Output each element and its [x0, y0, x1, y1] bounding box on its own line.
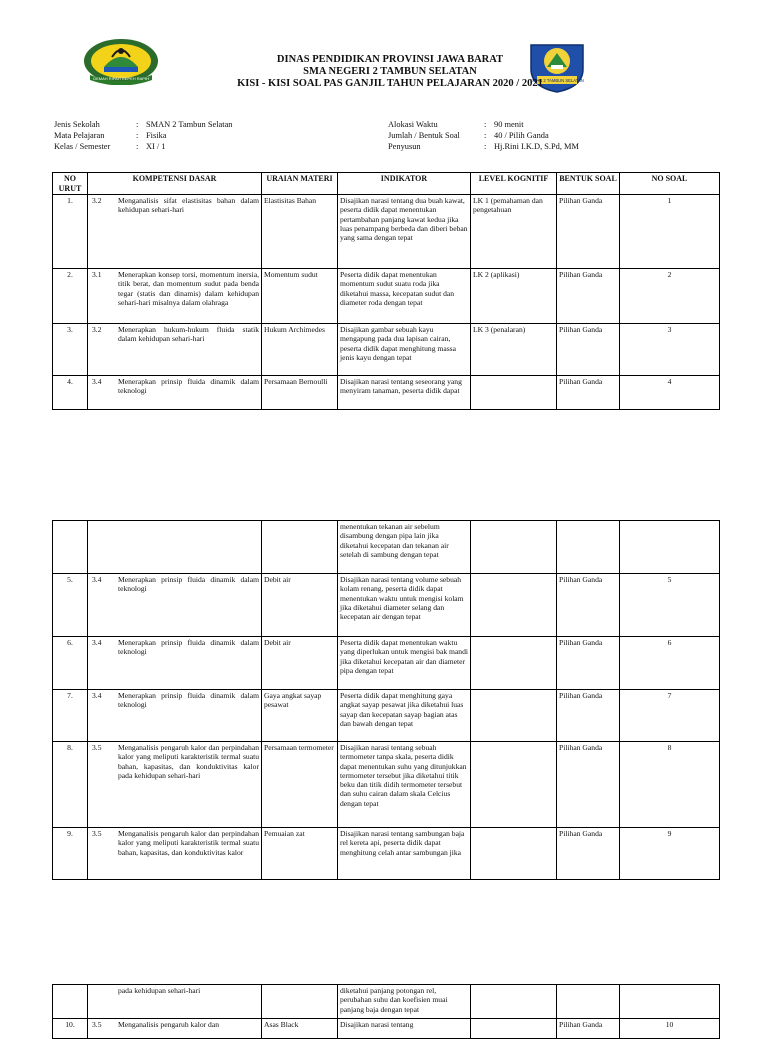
cell-kd: [88, 690, 262, 742]
table-header-row: [53, 173, 720, 195]
cell-kd: [88, 324, 262, 376]
cell-materi: Elastisitas Bahan: [262, 195, 338, 269]
table-row: [53, 376, 720, 410]
cell-materi: Momentum sudut: [262, 269, 338, 324]
cell-nosoal: 5: [620, 574, 720, 637]
cell-indikator: Disajikan narasi tentang seseorang yang menyiram tanaman, peserta didik dapat: [338, 376, 471, 410]
cell-level: LK 2 (aplikasi): [471, 269, 557, 324]
cell-bentuk: [557, 521, 620, 574]
cell-kd: [88, 574, 262, 637]
info-key: Alokasi Waktu: [388, 120, 438, 129]
info-value: Fisika: [146, 131, 167, 140]
cell-materi: Debit air: [262, 637, 338, 690]
info-value: 40 / Pilih Ganda: [494, 131, 549, 140]
cell-nosoal: 6: [620, 637, 720, 690]
table-row: [53, 269, 720, 324]
kd-number: 3.5: [92, 1020, 102, 1029]
cell-level: [471, 742, 557, 828]
cell-no: 4.: [53, 376, 88, 410]
info-row-subject: [54, 130, 233, 141]
cell-level: [471, 574, 557, 637]
cell-level: [471, 985, 557, 1019]
cell-kd: [88, 195, 262, 269]
table-row: [53, 637, 720, 690]
kd-number: 3.5: [92, 829, 102, 838]
cell-no: [53, 521, 88, 574]
cell-materi: Debit air: [262, 574, 338, 637]
info-value: Hj.Rini I.K.D, S.Pd, MM: [494, 142, 579, 151]
cell-level: [471, 828, 557, 880]
kd-number: 3.1: [92, 270, 102, 279]
cell-nosoal: 10: [620, 1019, 720, 1039]
cell-bentuk: Pilihan Ganda: [557, 195, 620, 269]
cell-no: 7.: [53, 690, 88, 742]
kd-text: Menerapkan prinsip fluida dinamik dalam teknologi: [118, 377, 259, 396]
kd-text: Menerapkan prinsip fluida dinamik dalam teknologi: [118, 575, 259, 594]
grid-table-page-2: [52, 520, 720, 880]
jawa-barat-emblem-logo: [82, 37, 160, 85]
kd-number: 3.2: [92, 325, 102, 334]
cell-indikator: Disajikan narasi tentang volume sebuah kolam renang, peserta didik dapat menentukan waktu untuk mengisi kolam jika diketahui diameter selang dan kecepatan air dengan tepat: [338, 574, 471, 637]
cell-indikator: menentukan tekanan air sebelum disambung dengan pipa lain jika diketahui kecepatan dan tekanan air setelah di sambung dengan tepat: [338, 521, 471, 574]
col-header-nosoal: NO SOAL: [620, 173, 720, 195]
cell-nosoal: [620, 985, 720, 1019]
col-header-indikator: INDIKATOR: [338, 173, 471, 195]
cell-bentuk: Pilihan Ganda: [557, 574, 620, 637]
cell-kd: [88, 637, 262, 690]
cell-no: 2.: [53, 269, 88, 324]
logo-left-motto: GEMAH RIPAH REPEH RAPIH: [93, 76, 149, 81]
header-agency: DINAS PENDIDIKAN PROVINSI JAWA BARAT: [276, 54, 504, 65]
cell-indikator: Peserta didik dapat menentukan waktu yang diperlukan untuk mengisi bak mandi jika diketahui kecepatan air dan diameter pipa dengan tepat: [338, 637, 471, 690]
cell-level: [471, 637, 557, 690]
info-colon: :: [136, 142, 139, 151]
info-row-time-allocation: [388, 119, 579, 130]
table-row: [53, 195, 720, 269]
info-left-block: [54, 119, 233, 152]
cell-nosoal: 1: [620, 195, 720, 269]
col-header-materi: URAIAN MATERI: [262, 173, 338, 195]
cell-kd: [88, 269, 262, 324]
kd-number: 3.4: [92, 638, 102, 647]
cell-materi: [262, 985, 338, 1019]
col-header-kd: KOMPETENSI DASAR: [88, 173, 262, 195]
cell-materi: [262, 521, 338, 574]
kd-text: pada kehidupan sehari-hari: [118, 986, 201, 995]
info-row-school-type: [54, 119, 233, 130]
cell-indikator: Disajikan narasi tentang sambungan baja rel kereta api, peserta didik dapat menghitung celah antar sambungan jika: [338, 828, 471, 880]
info-colon: :: [484, 131, 487, 140]
header-document-title: KISI - KISI SOAL PAS GANJIL TAHUN PELAJARAN 2020 / 2021: [237, 78, 543, 89]
cell-kd: [88, 521, 262, 574]
table-row: [53, 742, 720, 828]
kd-number: 3.4: [92, 691, 102, 700]
kd-number: 3.5: [92, 743, 102, 752]
cell-nosoal: 4: [620, 376, 720, 410]
cell-level: [471, 376, 557, 410]
cell-nosoal: 9: [620, 828, 720, 880]
kd-number: 3.4: [92, 575, 102, 584]
info-key: Jumlah / Bentuk Soal: [388, 131, 460, 140]
col-header-bentuk: BENTUK SOAL: [557, 173, 620, 195]
cell-bentuk: [557, 985, 620, 1019]
cell-materi: Gaya angkat sayap pesawat: [262, 690, 338, 742]
kd-text: Menerapkan konsep torsi, momentum inersia, titik berat, dan momentum sudut pada benda tegar (statis dan dinamis) dalam kehidupan sehari-hari misalnya dalam olahraga: [118, 270, 259, 307]
kd-text: Menganalisis pengaruh kalor dan: [118, 1020, 220, 1029]
cell-bentuk: Pilihan Ganda: [557, 742, 620, 828]
cell-materi: Pemuaian zat: [262, 828, 338, 880]
info-key: Jenis Sekolah: [54, 120, 100, 129]
cell-kd: [88, 376, 262, 410]
cell-no: 5.: [53, 574, 88, 637]
cell-indikator: Peserta didik dapat menghitung gaya angkat sayap pesawat jika diketahui luas sayap dan kecepatan sayap bagian atas dan bawah dengan tepat: [338, 690, 471, 742]
kd-text: Menerapkan hukum-hukum fluida statik dalam kehidupan sehari-hari: [118, 325, 259, 344]
cell-no: 1.: [53, 195, 88, 269]
info-right-block: [388, 119, 579, 152]
cell-bentuk: Pilihan Ganda: [557, 690, 620, 742]
info-colon: :: [136, 131, 139, 140]
info-key: Mata Pelajaran: [54, 131, 105, 140]
cell-indikator: diketahui panjang potongan rel, perubahan suhu dan koefisien muai panjang baja dengan tepat: [338, 985, 471, 1019]
info-value: 90 menit: [494, 120, 524, 129]
kd-text: Menerapkan prinsip fluida dinamik dalam teknologi: [118, 638, 259, 657]
kd-number: 3.2: [92, 196, 102, 205]
cell-materi: Asas Black: [262, 1019, 338, 1039]
info-colon: :: [484, 120, 487, 129]
info-key: Penyusun: [388, 142, 421, 151]
cell-materi: Hukum Archimedes: [262, 324, 338, 376]
kd-number: 3.4: [92, 377, 102, 386]
cell-indikator: Disajikan narasi tentang sebuah termometer tanpa skala, peserta didik dapat menentukan suhu yang ditunjukkan termometer tersebut jika diketahui titik beku dan titik didih termometer tersebut dan suhu cairan dalam skala Celcius dengan tepat: [338, 742, 471, 828]
cell-kd: [88, 1019, 262, 1039]
info-colon: :: [136, 120, 139, 129]
kd-text: Menganalisis pengaruh kalor dan perpindahan kalor yang meliputi karakteristik termal suatu bahan, kapasitas, dan konduktivitas kalor pada kehidupan sehari-hari: [118, 743, 259, 780]
cell-materi: Persamaan termometer: [262, 742, 338, 828]
cell-no: 3.: [53, 324, 88, 376]
cell-no: 9.: [53, 828, 88, 880]
cell-level: [471, 521, 557, 574]
cell-nosoal: 7: [620, 690, 720, 742]
info-value: SMAN 2 Tambun Selatan: [146, 120, 233, 129]
table-row: [53, 324, 720, 376]
info-key: Kelas / Semester: [54, 142, 111, 151]
col-header-level: LEVEL KOGNITIF: [471, 173, 557, 195]
info-colon: :: [484, 142, 487, 151]
grid-table-page-3: [52, 984, 720, 1039]
info-row-class-semester: [54, 141, 233, 152]
cell-bentuk: Pilihan Ganda: [557, 269, 620, 324]
cell-no: 8.: [53, 742, 88, 828]
cell-indikator: Disajikan gambar sebuah kayu mengapung pada dua lapisan cairan, peserta didik dapat menghitung massa jenis kayu dengan tepat: [338, 324, 471, 376]
cell-kd: [88, 985, 262, 1019]
cell-indikator: Disajikan narasi tentang: [338, 1019, 471, 1039]
cell-kd: [88, 742, 262, 828]
kd-text: Menganalisis pengaruh kalor dan perpindahan kalor yang meliputi karakteristik termal suatu bahan, kapasitas, dan konduktivitas kalor: [118, 829, 259, 857]
table-row: [53, 690, 720, 742]
grid-table-page-1: [52, 172, 720, 410]
cell-no: 10.: [53, 1019, 88, 1039]
cell-level: [471, 690, 557, 742]
cell-kd: [88, 828, 262, 880]
cell-bentuk: Pilihan Ganda: [557, 324, 620, 376]
cell-nosoal: 2: [620, 269, 720, 324]
cell-bentuk: Pilihan Ganda: [557, 828, 620, 880]
cell-materi: Persamaan Bernoulli: [262, 376, 338, 410]
table-row: [53, 574, 720, 637]
kd-number: [90, 986, 118, 995]
cell-indikator: Peserta didik dapat menentukan momentum sudut suatu roda jika diketahui massa, kecepatan sudut dan diameter roda dengan tepat: [338, 269, 471, 324]
kd-text: Menganalisis sifat elastisitas bahan dalam kehidupan sehari-hari: [118, 196, 259, 215]
cell-no: 6.: [53, 637, 88, 690]
cell-bentuk: Pilihan Ganda: [557, 637, 620, 690]
col-header-no: NO URUT: [53, 173, 88, 195]
cell-indikator: Disajikan narasi tentang dua buah kawat, peserta didik dapat menentukan pertambahan panjang kawat kedua jika luas penampang berbeda dan diberi beban yang sama dengan tepat: [338, 195, 471, 269]
info-value: XI / 1: [146, 142, 166, 151]
cell-bentuk: Pilihan Ganda: [557, 1019, 620, 1039]
kd-text: Menerapkan prinsip fluida dinamik dalam teknologi: [118, 691, 259, 710]
cell-nosoal: [620, 521, 720, 574]
header-school: SMA NEGERI 2 TAMBUN SELATAN: [303, 66, 477, 77]
table-row: [53, 985, 720, 1019]
table-row: [53, 828, 720, 880]
cell-nosoal: 8: [620, 742, 720, 828]
logo-right-label: SMAN 2 TAMBUN SELATAN: [530, 78, 584, 83]
info-row-question-count: [388, 130, 579, 141]
table-row: [53, 521, 720, 574]
cell-level: LK 1 (pemahaman dan pengetahuan: [471, 195, 557, 269]
cell-nosoal: 3: [620, 324, 720, 376]
cell-level: LK 3 (penalaran): [471, 324, 557, 376]
info-row-author: [388, 141, 579, 152]
cell-bentuk: Pilihan Ganda: [557, 376, 620, 410]
cell-no: [53, 985, 88, 1019]
cell-level: [471, 1019, 557, 1039]
table-row: [53, 1019, 720, 1039]
